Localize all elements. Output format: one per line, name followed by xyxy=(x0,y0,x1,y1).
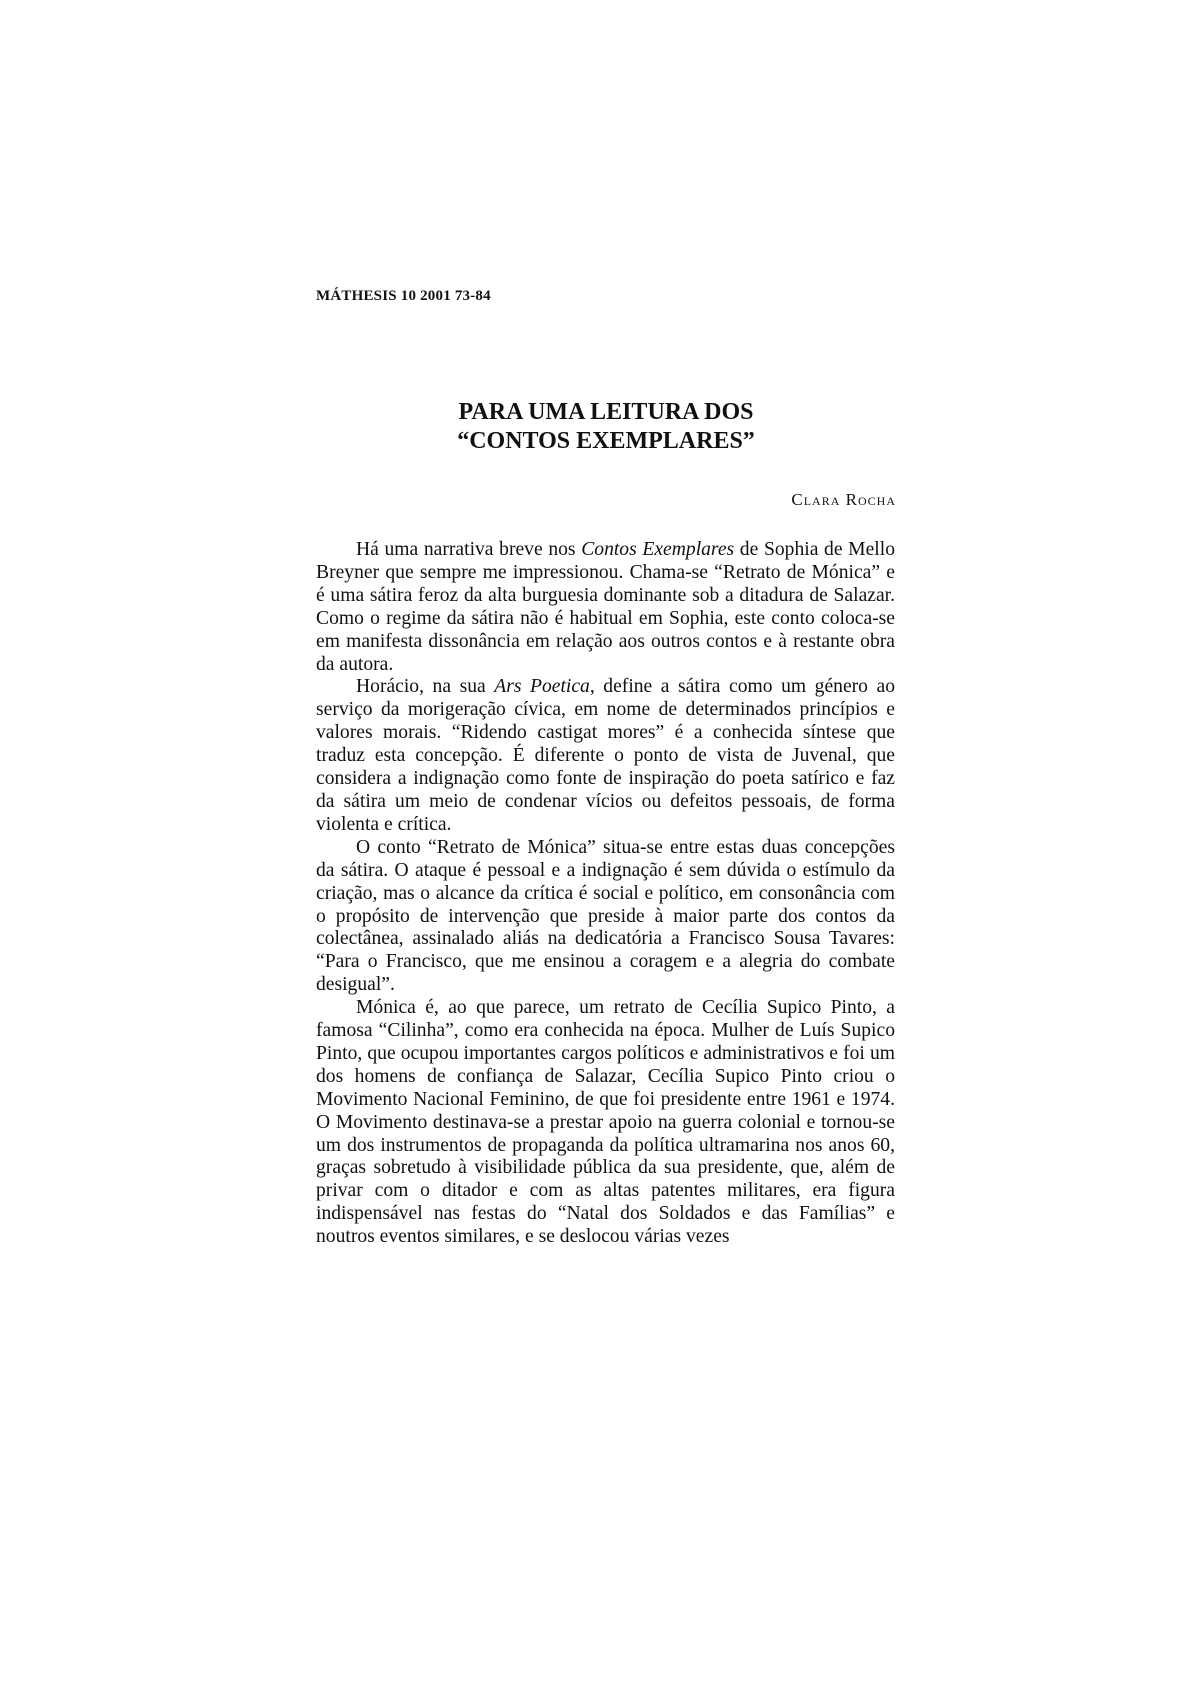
title-line-2: “CONTOS EXEMPLARES” xyxy=(457,428,755,454)
paragraph-3 xyxy=(316,837,895,997)
paragraph-1 xyxy=(316,539,895,676)
article-body xyxy=(316,539,895,1249)
paragraph-1-text: Há uma narrativa breve nos xyxy=(356,539,582,560)
author-name: Clara Rocha xyxy=(791,490,896,509)
paragraph-1-italic: Contos Exemplares xyxy=(581,539,735,560)
paragraph-2-text: Horácio, na sua xyxy=(356,676,495,698)
paragraph-1-text-cont: de Sophia de Mello Breyner que sempre me impressionou. Chama-se “Retrato de Mónica” e é uma sátira feroz da alta burguesia dominante sob a ditadura de Salazar. Como o regime da sátira não é habitual em Sophia, este conto coloca-se em manifesta dissonância em relação aos outros contos e à restante obra da autora. xyxy=(316,539,895,675)
article-title xyxy=(316,398,896,456)
title-line-1: PARA UMA LEITURA DOS xyxy=(458,399,754,425)
paragraph-2-text-cont: , define a sátira como um género ao serviço da morigeração cívica, em nome de determinados princípios e valores morais. “Ridendo castigat mores” é a conhecida síntese que traduz esta concepção. É diferente o ponto de vista de Juvenal, que considera a indignação como fonte de inspiração do poeta satírico e faz da sátira um meio de condenar vícios ou defeitos pessoais, de forma violenta e crítica. xyxy=(316,676,895,835)
paragraph-2 xyxy=(316,676,895,836)
paragraph-2-italic: Ars Poetica xyxy=(494,676,590,698)
paragraph-4 xyxy=(316,997,895,1249)
paragraph-3-text: O conto “Retrato de Mónica” situa-se entre estas duas concepções da sátira. O ataque é pessoal e a indignação é sem dúvida o estímulo da criação, mas o alcance da crítica é social e político, em consonância com o propósito de intervenção que preside à maior parte dos contos da colectânea, assinalado aliás na dedicatória a Francisco Sousa Tavares: “Para o Francisco, que me ensinou a coragem e a alegria do combate desigual”. xyxy=(316,836,895,996)
paragraph-4-text: Mónica é, ao que parece, um retrato de Cecília Supico Pinto, a famosa “Cilinha”, como era conhecida na época. Mulher de Luís Supico Pinto, que ocupou importantes cargos políticos e administrativos e foi um dos homens de confiança de Salazar, Cecília Supico Pinto criou o Movimento Nacional Feminino, de que foi presidente entre 1961 e 1974. O Movimento destinava-se a prestar apoio na guerra colonial e tornou-se um dos instrumentos de propaganda da política ultramarina nos anos 60, graças sobretudo à visibilidade pública da sua presidente, que, além de privar com o ditador e com as altas patentes militares, era figura indispensável nas festas do “Natal dos Soldados e das Famílias” e noutros eventos similares, e se deslocou várias vezes xyxy=(316,997,895,1248)
running-head: MÁTHESIS 10 2001 73-84 xyxy=(316,288,491,304)
